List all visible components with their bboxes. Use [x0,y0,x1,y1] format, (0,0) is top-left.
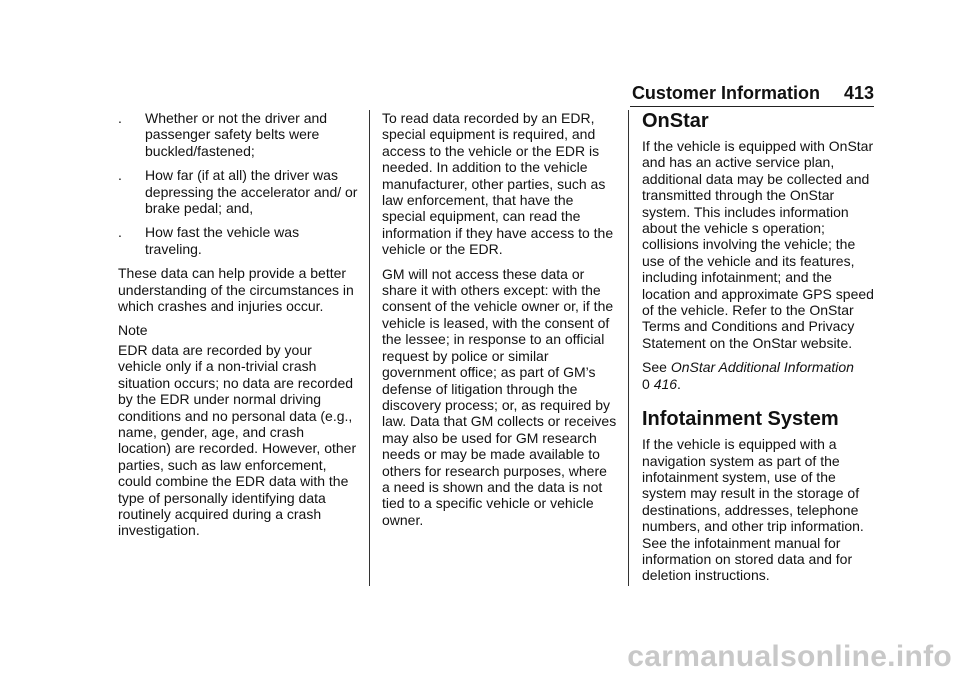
bullet-marker: . [118,110,122,126]
section-title: Customer Information [631,83,820,103]
bullet-marker: . [118,224,122,241]
bullet-text: How far (if at all) the driver was depressing the accelerator and/ or brake pedal; and, [145,167,358,217]
note-heading: Note [118,322,148,339]
xref-page-number[interactable]: 416 [653,375,678,392]
xref-link[interactable]: OnStar Additional Information [670,359,854,376]
bullet-item [118,110,358,159]
see-suffix: . [677,375,681,392]
column-right [642,110,880,592]
cross-reference [642,359,880,392]
section-heading-infotainment: Infotainment System [642,408,839,431]
paragraph: GM will not access these data or share it with others except: with the consent of the vehicle owner or, if the vehicle is leased, with the consent of the lessee; in response to an official request by police or similar government office; as part of GM’s defense of litigation through the discovery process; or, as required by law. Data that GM collects or receives may also be used for GM research needs or may be made available to others for research purposes, where a need is shown and the data is not tied to a specific vehicle or vehicle owner. [382,265,617,528]
page-arrow-icon: 0 [642,375,650,392]
bullet-item [118,224,358,257]
column-divider [628,110,629,586]
bullet-item [118,167,358,216]
paragraph: To read data recorded by an EDR, special equipment is required, and access to the vehicle or the EDR is needed. In addition to the vehicle manufacturer, other parties, such as law enforcement, that have the special equipment, can read the information if they have access to the vehicle or the EDR. [382,110,614,258]
bullet-marker: . [118,167,122,184]
paragraph: If the vehicle is equipped with OnStar and has an active service plan, additional data may be collected and transmitted through the OnStar system. This includes information about the vehicle s operation; collisions involving the vehicle; the use of the vehicle and its features, including infotainment; and the location and approximate GPS speed of the vehicle. Refer to the OnStar Terms and Conditions and Privacy Statement on the OnStar website. [642,138,874,351]
bullet-text: How fast the vehicle was traveling. [145,224,300,257]
paragraph: If the vehicle is equipped with a navigation system as part of the infotainment system, use of the system may result in the storage of destinations, addresses, telephone numbers, and other trip information. See the infotainment manual for information on stored data and for deletion instructions. [642,436,864,584]
column-middle [382,110,618,536]
column-divider [369,110,370,586]
section-heading-onstar: OnStar [642,110,709,132]
page-header [632,83,874,104]
paragraph: These data can help provide a better understanding of the circumstances in which crashes and injuries occur. [118,265,354,315]
bullet-text: Whether or not the driver and passenger safety belts were buckled/fastened; [145,110,328,159]
column-left [118,110,358,547]
page-number: 413 [843,83,874,103]
see-prefix: See [642,359,671,376]
watermark: carmanualsonline.info [627,640,952,673]
header-rule [630,106,874,107]
note-paragraph: EDR data are recorded by your vehicle only if a non-trivial crash situation occurs; no data are recorded by the EDR under normal driving conditions and no personal data (e.g., name, gender, age, and crash location) are recorded. However, other parties, such as law enforcement, could combine the EDR data with the type of personally identifying data routinely acquired during a crash investigation. [118,341,357,539]
